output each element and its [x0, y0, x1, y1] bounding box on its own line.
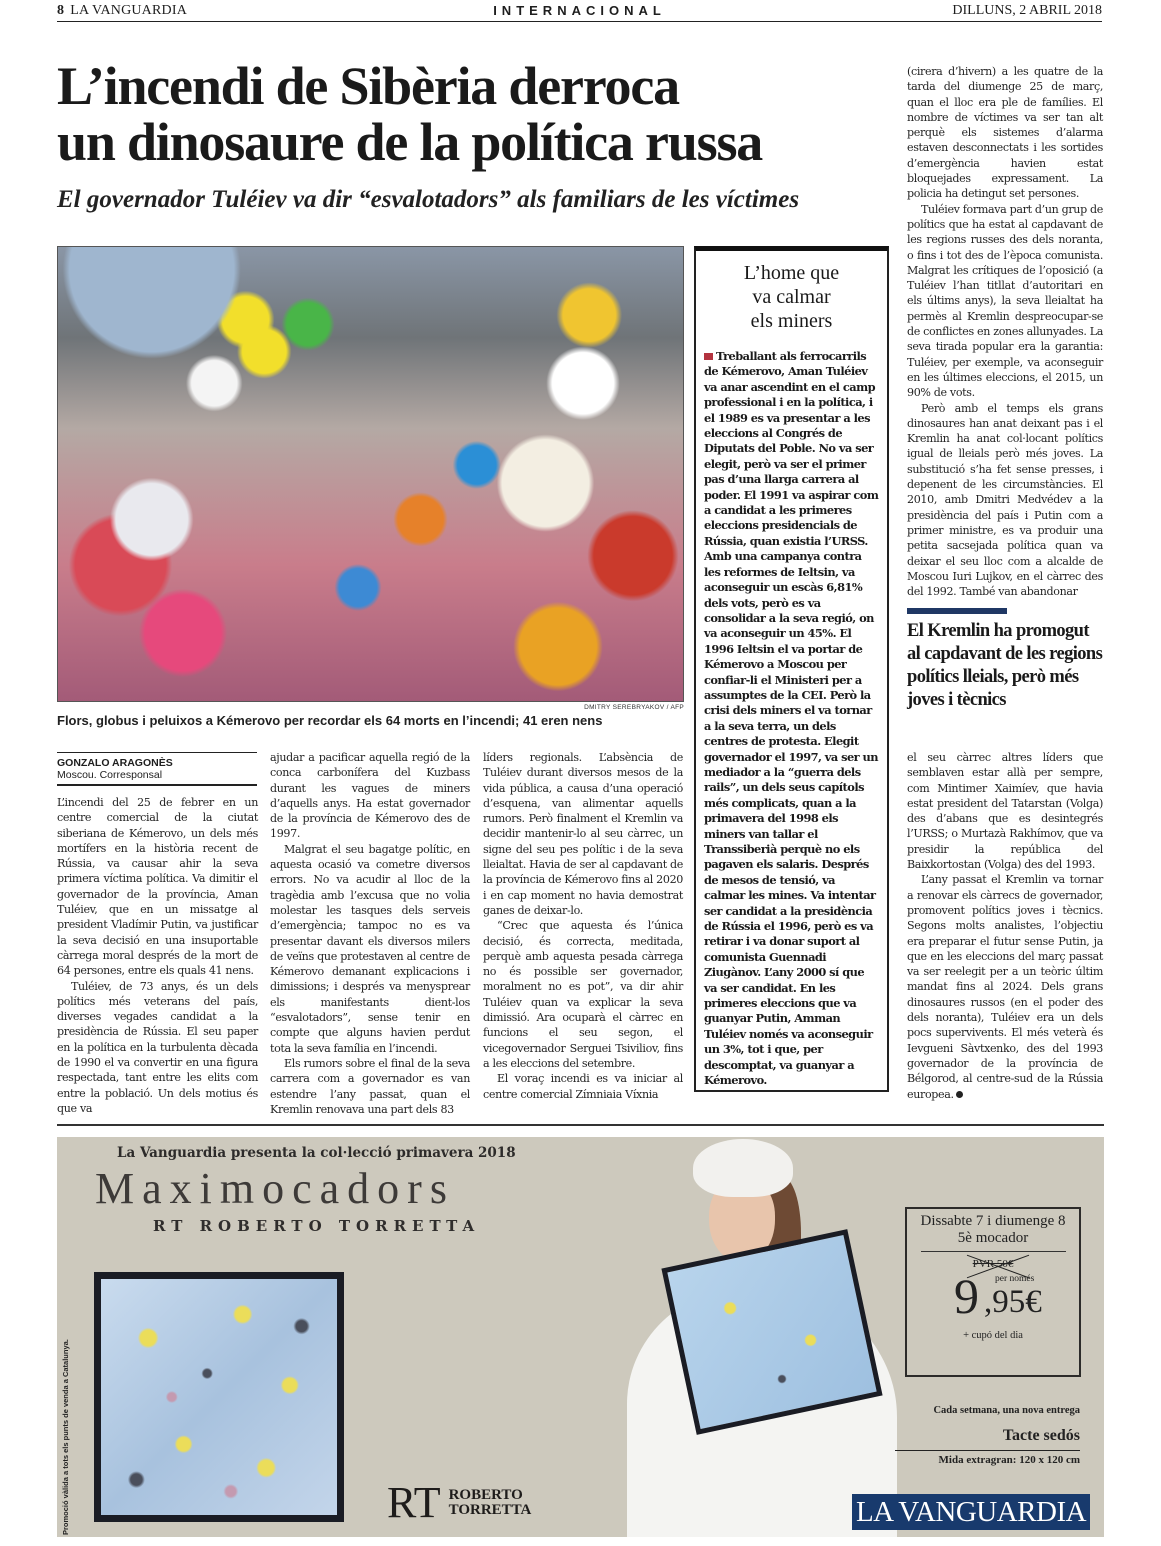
offer-coupon: + cupó del dia [963, 1330, 1023, 1341]
ad-designer: RT ROBERTO TORRETTA [153, 1217, 481, 1235]
body-column-5-top [907, 64, 1103, 599]
paragraph: Els rumors sobre el final de la seva carrera com a governador es van estendre l’any passat, quan el Kremlin renovava una part dels 83 [270, 1056, 470, 1116]
news-photo [57, 246, 684, 702]
photo-credit: DMITRY SEREBRYAKOV / AFP [584, 704, 684, 711]
paragraph [907, 872, 1103, 1101]
ad-size: Mida extragran: 120 x 120 cm [938, 1454, 1080, 1466]
article-headline [57, 58, 857, 170]
sidebar-title-line: els miners [750, 310, 833, 332]
headline-line-2: un dinosaure de la política russa [57, 112, 763, 172]
ad-intro: La Vanguardia presenta la col·lecció primavera 2018 [117, 1145, 516, 1161]
body-column-2 [270, 750, 470, 1117]
page-number: 8 [57, 3, 65, 18]
red-square-bullet-icon [704, 353, 713, 360]
pull-quote-text: El Kremlin ha promogut al capdavant de les regions polítics lleials, però més joves i tècnics [907, 621, 1103, 710]
model-hat [693, 1139, 793, 1197]
ad-weekly-note: Cada setmana, una nova entrega [933, 1405, 1080, 1416]
paragraph: Tuléiev, de 73 anys, és un dels polítics més veterans del país, diverses vegades candidat a la presidència de Rússia. El seu paper en la política en la turbulenta dècada de 1990 el va convertir en una figura respectada, tant entre les elits com entre la població. Un dels motius és que va [57, 979, 258, 1115]
price-qualifier: per només [995, 1274, 1035, 1284]
page-masthead [57, 2, 1102, 22]
publication-name: LA VANGUARDIA [70, 3, 188, 18]
issue-date: DILLUNS, 2 ABRIL 2018 [952, 3, 1102, 18]
body-column-1 [57, 795, 258, 1116]
byline [57, 752, 257, 786]
section-name: INTERNACIONAL [493, 3, 666, 18]
paragraph: Però amb el temps els grans dinosaures han anat deixant pas i el Kremlin ha anat col·locant polítics igual de lleials però més joves. La substitució s’ha fet sense presses, i depenent de les circumstàncies. El 2010, amb Dmitri Medvédev a la presidència del país i Putin com a primer ministre, es va produir una petita sacsejada política quan va deixar el seu lloc com a alcalde de Moscou Iuri Lujkov, en el càrrec des del 1992. També van abandonar [907, 401, 1103, 599]
body-column-3 [483, 750, 683, 1102]
advertisement[interactable] [57, 1137, 1104, 1537]
ad-divider [895, 1450, 1080, 1451]
paragraph: ajudar a pacificar aquella regió de la conca carbonífera del Kuzbass durant les vagues de miners d’aquells anys. Ha estat governador de la província de Kémerovo des de 1997. [270, 751, 470, 841]
headline-line-1: L’incendi de Sibèria derroca [57, 56, 679, 116]
price-decimal: ,95€ [984, 1284, 1042, 1320]
rt-logo-initials: RT [387, 1478, 441, 1527]
old-price-text: PVR 50€ [972, 1258, 1014, 1270]
roberto-torretta-logo [387, 1478, 532, 1527]
article-subheadline: El governador Tuléiev va dir “esvalotadors” als familiars de les víctimes [57, 186, 800, 213]
paragraph: (cirera d’hivern) a les quatre de la tarda del diumenge 25 de març, quan el lloc era ple de famílies. El nombre de víctimes va ser tan alt perquè els sistemes d’alarma estaven desconnectats i les sortides d’emergència havien estat bloquejades expressament. La policia ha detingut set persones. [907, 65, 1103, 201]
photo-caption: Flors, globus i peluixos a Kémerovo per recordar els 64 morts en l’incendi; 41 eren nens [57, 713, 603, 728]
paragraph-text: L’any passat el Kremlin va tornar a renovar els càrrecs de governador, promovent polítics joves i tècnics. Segons molts analistes, l’objectiu era preparar el futur sense Putin, ja que en les eleccions del març passat va ser reelegit per a un teòric últim mandat fins al 2024. Dels grans dinosaures russos (en el poder des dels noranta), Tuléiev era un dels pocs supervivents. El més veterà és Ievgueni Sàvtxenko, des del 1993 governador de la província de Bélgorod, al centre-sud de la Rússia europea. [907, 873, 1103, 1101]
paragraph: Tuléiev formava part d’un grup de polítics que ha estat al capdavant de les regions russes des dels noranta, o fins i tot des de l’època comunista. Malgrat les crítiques de l’oposició (a Tuléiev l’han titllat d’autoritari en els últims anys), la seva lleialtat ha permès al Kremlin despreocupar-se de conflictes en zones allunyades. La seva tirada popular era la garantia: Tuléiev, per exemple, va aconseguir en les últimes eleccions, el 2015, un 90% de vots. [907, 202, 1103, 400]
body-column-5-bottom [907, 750, 1103, 1102]
sidebar-box [694, 246, 889, 1092]
price-integer: 9 [954, 1268, 979, 1324]
offer-item: 5è mocador [957, 1230, 1029, 1246]
author-name: GONZALO ARAGONÈS [57, 757, 173, 769]
ad-feature: Tacte sedós [1002, 1427, 1080, 1444]
paragraph: el seu càrrec altres líders que semblaven estar allà per sempre, com Mintimer Xaimíev, que havia estat president del Tatarstan (Volga) des d’abans que es desintegrés l’URSS; o Murtazà Rakhímov, que va presidir la república del Baixkortostan (Volga) des del 1993. [907, 751, 1103, 872]
sidebar-title-line: L’home que [743, 262, 840, 284]
la-vanguardia-logo: LA VANGUARDIA [852, 1494, 1090, 1530]
offer-box [905, 1207, 1081, 1377]
rt-logo-name-line: ROBERTO [448, 1487, 523, 1503]
offer-price [907, 1268, 1079, 1324]
section-divider [57, 1124, 1104, 1126]
ad-legal-note: Promoció vàlida a tots els punts de venda a Catalunya. [61, 1339, 70, 1535]
pull-quote [907, 608, 1103, 712]
rt-logo-name [449, 1488, 532, 1518]
paragraph: Malgrat el seu bagatge polític, en aquesta ocasió va cometre diversos errors. No va acudir al lloc de la tragèdia amb l’excusa que no volia molestar les tasques dels serveis d’emergència; tampoc no es va presentar davant els diversos milers de veïns que protestaven al centre de Kémerovo demanant explicacions i dimissions; i després va menysprear els manifestants dient-los “esvalotadors”, sense tenir en compte que alguns havien perdut tota la seva família en l’incendi. [270, 842, 470, 1055]
sidebar-title-line: va calmar [752, 286, 831, 308]
rt-logo-name-line: TORRETTA [448, 1502, 532, 1518]
paragraph: “Crec que aquesta és l’única decisió, és correcta, meditada, perquè amb aquesta pesada càrrega no és possible ser governador, moralment no es pot”, va dir ahir Tuléiev quan va explicar la seva dimissió. Ara ocuparà el càrrec en funcions el seu segon, el vicegovernador Serguei Tsiviliov, fins a les eleccions del setembre. [483, 919, 683, 1070]
sidebar-text: Treballant als ferrocarrils de Kémerovo, Aman Tuléiev va anar ascendint en el camp professional i en la política, i el 1989 es va presentar a les eleccions al Congrés de Diputats del Poble. No va ser elegit, però va ser el primer pas d’una llarga carrera al poder. El 1991 va aspirar com a candidat a les primeres eleccions presidencials de Rússia, quan existia l’URSS. Amb una campanya contra les reformes de Ieltsin, va aconseguir un escàs 6,81% dels vots, però es va consolidar a la seva regió, on va aconseguir un 45%. El 1996 Ieltsin el va portar de Kémerovo a Moscou per confiar-li el Ministeri per a assumptes de la CEI. Però la crisi dels miners el va tornar a la seva terra, un dels centres de protesta. Elegit governador el 1997, va ser un mediador a la “guerra dels rails”, un dels seus capítols més complicats, quan a la primavera del 1998 els miners van tallar el Transsiberià perquè no els pagaven els salaris. Després de mesos de tensió, va calmar les mines. Va intentar ser candidat a la presidència de Rússia el 1996, però es va retirar i va donar suport al comunista Guennadi Ziugànov. L’any 2000 sí que va ser candidat. En les primeres eleccions que va guanyar Putin, Amman Tuléiev només va aconseguir un 3%, tot i que, per descomptat, va guanyar a Kémerovo. [704, 349, 879, 1088]
paragraph: líders regionals. L’absència de Tuléiev durant diversos mesos de la vida pública, a causa d’una operació d’esquena, van alimentar aquells rumors. Però finalment el Kremlin va decidir mantenir-lo al seu càrrec, un signe del seu pes polític i de la seva lleialtat. Havia de ser al capdavant de la província de Kémerovo fins al 2020 i en cap moment no havia demostrat ganes de deixar-lo. [483, 751, 683, 917]
sidebar-title [696, 261, 887, 333]
offer-divider [921, 1251, 1066, 1252]
sidebar-body [696, 349, 887, 1089]
author-location: Moscou. Corresponsal [57, 769, 163, 781]
model-photo [597, 1137, 897, 1537]
pull-quote-bar [907, 608, 1007, 614]
end-of-article-icon [956, 1091, 963, 1098]
paragraph: El voraç incendi es va iniciar al centre comercial Zímniaia Víxnia [483, 1072, 683, 1101]
offer-dates: Dissabte 7 i diumenge 8 [920, 1213, 1066, 1229]
scarf-product-image [94, 1272, 344, 1522]
paragraph: L’incendi del 25 de febrer en un centre comercial de la ciutat siberiana de Kémerovo, un dels més mortífers en la història recent de Rússia, va causar ahir la seva primera víctima política. Va dimitir el governador de la província, Aman Tuléiev, que en un missatge al president Vladímir Putin, va justificar la seva decisió en una insuportable càrrega moral després de la mort de 64 persones, entre els quals 41 nens. [57, 796, 258, 978]
ad-brand-title: Maximocadors [95, 1164, 455, 1213]
